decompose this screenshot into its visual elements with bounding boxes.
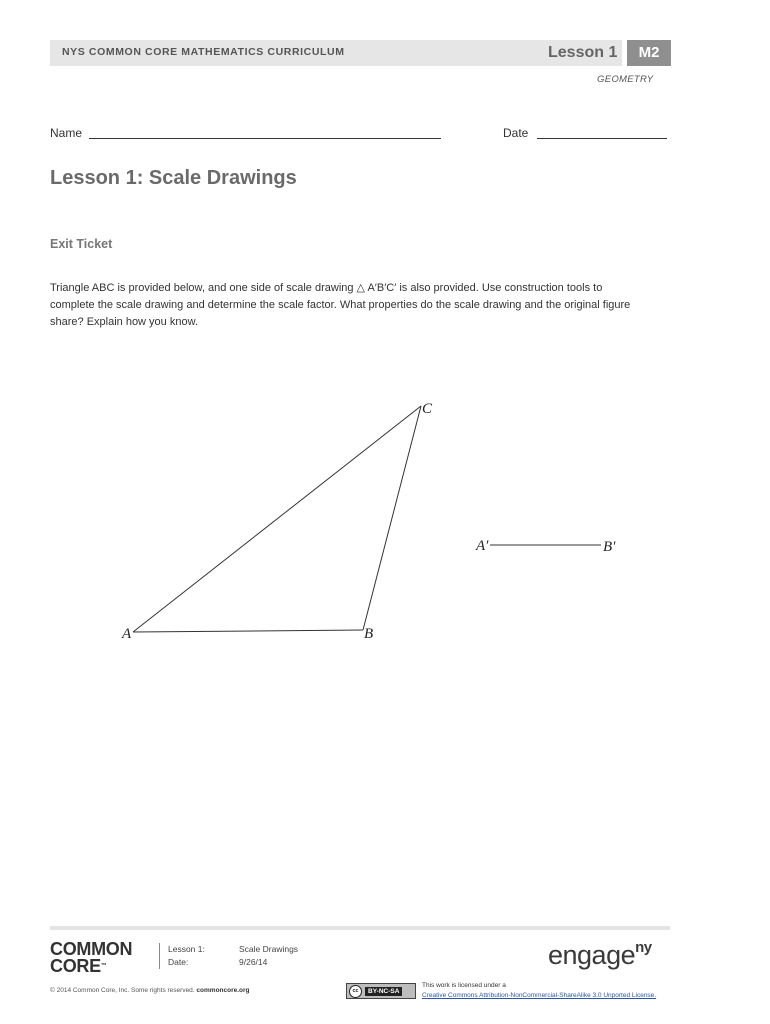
lesson-label: Lesson 1 — [548, 44, 618, 61]
curriculum-title: NYS COMMON CORE MATHEMATICS CURRICULUM — [62, 46, 345, 58]
vertex-label-a: A — [122, 626, 132, 642]
vertex-label-c: C — [422, 401, 433, 417]
footer-rule — [50, 926, 670, 930]
footer-lesson-key: Lesson 1: — [168, 944, 205, 954]
section-subtitle: Exit Ticket — [50, 237, 113, 251]
footer-date-key: Date: — [168, 957, 189, 967]
engageny-logo — [548, 939, 652, 971]
footer-divider — [159, 943, 160, 969]
course-label: GEOMETRY — [597, 74, 654, 85]
footer-lesson-value: Scale Drawings — [239, 944, 299, 954]
logo-line-1: COMMON — [50, 939, 133, 959]
vertex-label-a-prime: A′ — [476, 538, 489, 554]
engage-sup: ny — [635, 939, 652, 956]
footer-date-value: 9/26/14 — [239, 957, 268, 967]
license-link[interactable]: Creative Commons Attribution-NonCommercial-ShareAlike 3.0 Unported License. — [422, 992, 657, 999]
name-label: Name — [50, 126, 83, 140]
prompt-line: share? Explain how you know. — [50, 316, 198, 328]
side-bc — [363, 406, 421, 630]
vertex-label-b: B — [364, 626, 374, 642]
copyright-notice — [50, 987, 250, 994]
engage-text: engage — [548, 940, 636, 970]
side-ab — [133, 630, 363, 632]
common-core-logo — [50, 941, 132, 975]
cc-license-badge[interactable] — [346, 983, 416, 999]
date-label: Date — [503, 126, 529, 140]
license-text: This work is licensed under a — [422, 982, 506, 989]
copyright-site[interactable]: commoncore.org — [196, 987, 250, 994]
logo-line-2: CORE — [50, 956, 101, 976]
prompt-line: complete the scale drawing and determine the scale factor. What properties do the scale drawing and the original figure — [50, 299, 631, 311]
copyright-text: © 2014 Common Core, Inc. Some rights reserved. — [50, 987, 195, 994]
vertex-label-b-prime: B′ — [603, 539, 616, 555]
page-title: Lesson 1: Scale Drawings — [50, 167, 297, 189]
module-badge: M2 — [627, 40, 671, 66]
cc-icon: cc — [349, 985, 362, 998]
side-ca — [133, 406, 421, 632]
prompt-line: Triangle ABC is provided below, and one side of scale drawing △ A′B′C′ is also provided. Use construction tools to — [50, 282, 603, 294]
logo-trademark: ™ — [100, 963, 107, 969]
cc-badge-text: BY-NC-SA — [365, 987, 402, 996]
